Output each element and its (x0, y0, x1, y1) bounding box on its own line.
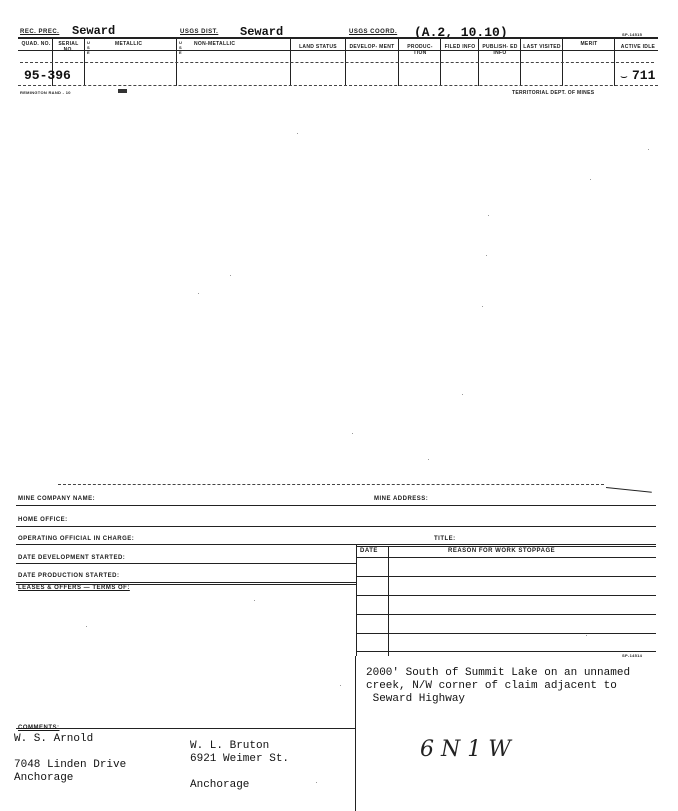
usgs-dist-value: Seward (240, 25, 284, 39)
mine-address-label: MINE ADDRESS: (374, 496, 429, 502)
home-office-label: HOME OFFICE: (18, 517, 68, 523)
reason-label: REASON FOR WORK STOPPAGE (448, 548, 556, 554)
col-published-info: PUBLISH- ED INFO (482, 44, 518, 56)
mine-company-label: MINE COMPANY NAME: (18, 496, 96, 502)
contact-bruton: W. L. Bruton 6921 Weimer St. Anchorage (190, 740, 290, 791)
handwritten-note (418, 720, 511, 770)
title-label: TITLE: (434, 536, 456, 542)
handwritten-note-text: 6 N 1 W (420, 737, 511, 762)
operating-official-label: OPERATING OFFICIAL IN CHARGE: (18, 536, 135, 542)
date-prod-label: DATE PRODUCTION STARTED: (18, 573, 120, 579)
idle-checkmark-icon: ⌣ (620, 70, 628, 84)
col-last-visited: LAST VISITED (523, 44, 561, 50)
col-metallic: METALLIC (115, 41, 143, 47)
leases-label: LEASES & OFFERS — TERMS OF: (18, 585, 130, 591)
contact-arnold: W. S. Arnold 7048 Linden Drive Anchorage (14, 733, 127, 784)
col-merit: MERIT (580, 41, 598, 47)
col-production: PRODUC- TION (407, 44, 433, 56)
date-col-label: DATE (360, 548, 378, 554)
date-dev-label: DATE DEVELOPMENT STARTED: (18, 555, 126, 561)
usgs-coord-value: (A.2, 10.10) (414, 25, 508, 40)
territorial-label: TERRITORIAL DEPT. OF MINES (512, 90, 595, 96)
comments-label: COMMENTS: (18, 725, 60, 731)
rec-prec-label: REC. PREC. (20, 29, 60, 35)
active-value: 711 (632, 68, 656, 83)
usgs-dist-label: USGS DIST. (180, 29, 219, 35)
col-use2: U S E (179, 40, 183, 55)
remington-label: REMINGTON RAND - 10 (20, 90, 71, 95)
col-filed-info: FILED INFO (444, 44, 476, 50)
col-active-idle: ACTIVE IDLE (620, 44, 656, 50)
col-serial-no: SERIAL NO. (58, 41, 79, 53)
col-use: U S E (87, 40, 91, 55)
col-land-status: LAND STATUS (299, 44, 337, 50)
col-quad-no: QUAD. NO. (21, 41, 51, 47)
col-non-metallic: NON-METALLIC (194, 41, 236, 47)
location-note: 2000' South of Summit Lake on an unnamed creek, N/W corner of claim adjacent to Seward Highway (366, 667, 631, 705)
col-development: DEVELOP- MENT (349, 44, 395, 50)
form-code-bottom: SP-14514 (622, 653, 643, 658)
quad-serial-value: 95-396 (24, 68, 71, 83)
rec-prec-value: Seward (72, 24, 116, 38)
usgs-coord-label: USGS COORD. (349, 29, 398, 35)
stamp-mark (118, 89, 127, 93)
form-code-top: SP-14515 (622, 32, 643, 37)
